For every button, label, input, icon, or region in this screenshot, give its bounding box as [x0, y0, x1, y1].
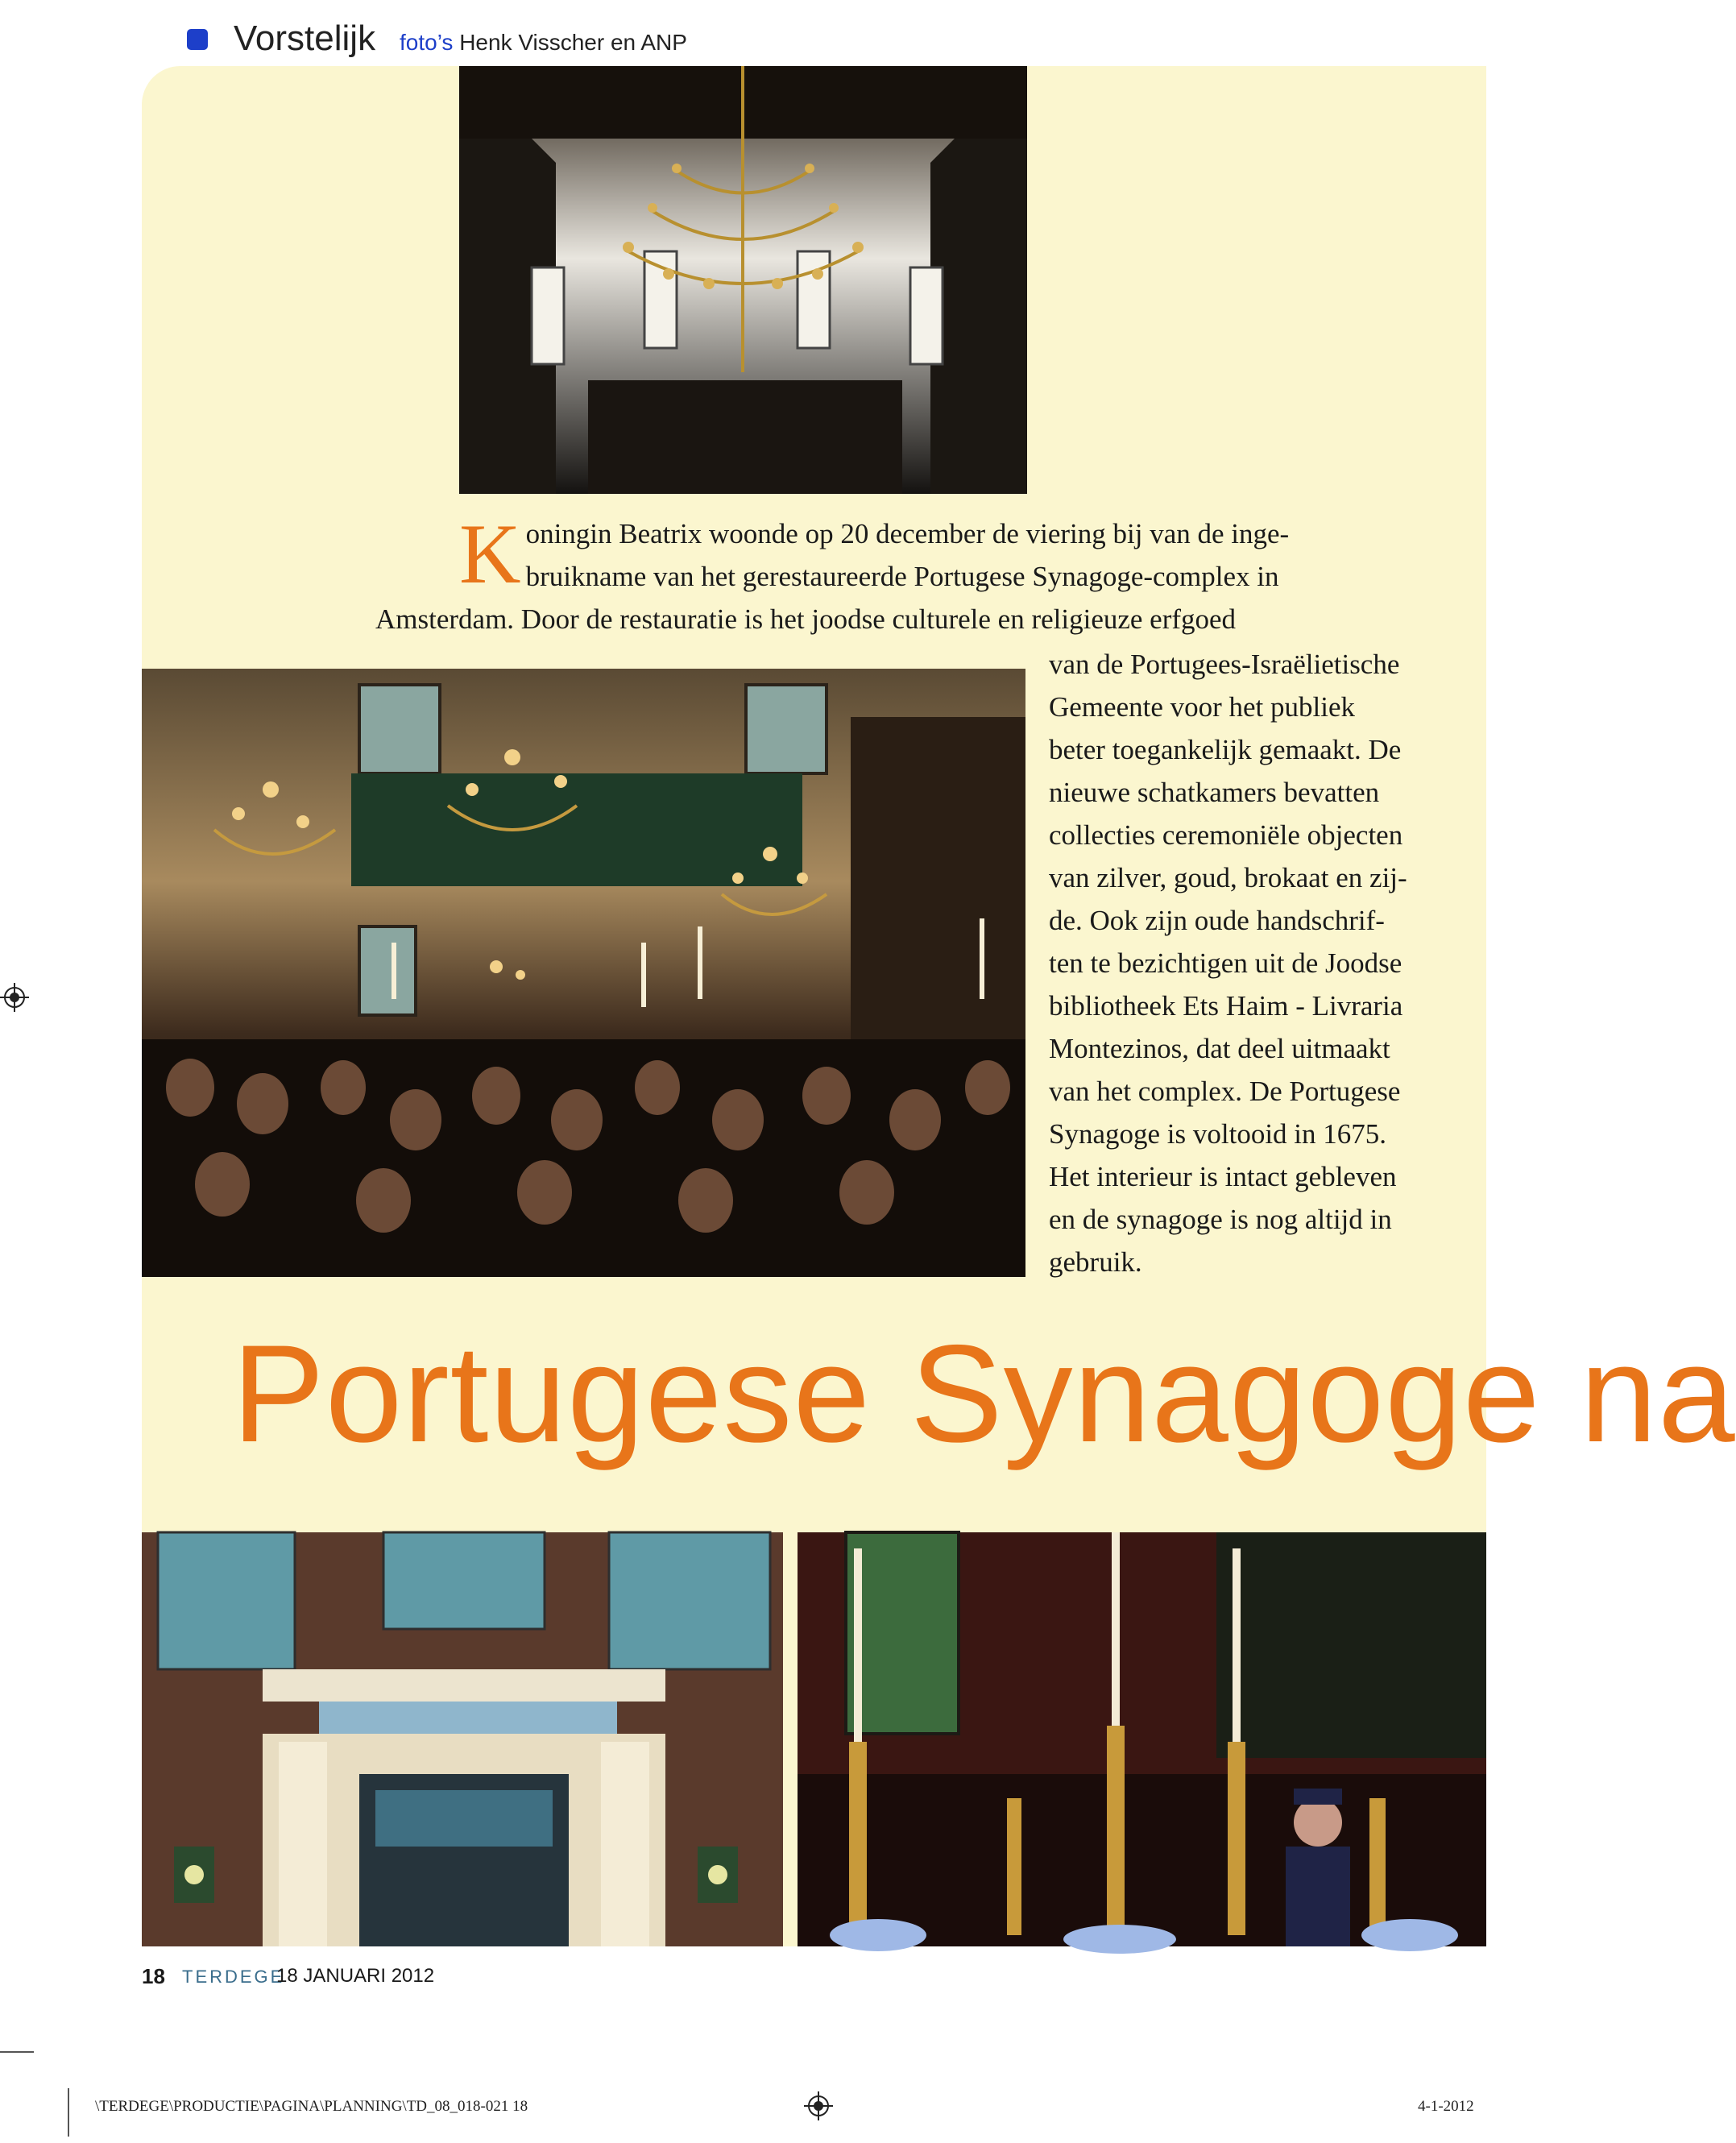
article-lead — [375, 507, 1458, 640]
body-line: van zilver, goud, brokaat en zij- — [1049, 862, 1407, 893]
article-body — [1049, 643, 1484, 1283]
crop-mark — [0, 2051, 34, 2053]
print-slug-path: \TERDEGE\PRODUCTIE\PAGINA\PLANNING\TD_08_018-021 18 — [95, 2098, 528, 2115]
body-line: van het complex. De Portugese — [1049, 1076, 1401, 1107]
queen-ceremony-photo — [798, 1532, 1486, 1946]
crop-mark — [68, 2088, 69, 2137]
photo-credit — [400, 27, 687, 59]
body-line: van de Portugees-Israëlietische — [1049, 649, 1400, 680]
body-line: ten te bezichtigen uit de Joodse — [1049, 947, 1402, 979]
body-line: en de synagoge is nog altijd in — [1049, 1204, 1392, 1235]
body-line: bibliotheek Ets Haim - Livraria — [1049, 990, 1403, 1022]
photo-credit-label: foto’s — [400, 30, 454, 55]
lead-line: oningin Beatrix woonde op 20 december de viering bij van de inge- — [525, 518, 1290, 549]
photo-credit-names: Henk Visscher en ANP — [459, 30, 687, 55]
section-marker-icon — [187, 29, 208, 50]
registration-mark-icon — [804, 2091, 833, 2120]
article-headline: Portugese Synagoge na — [232, 1316, 1736, 1471]
page-number: 18 — [142, 1964, 165, 1988]
congregation-photo — [142, 669, 1025, 1277]
print-slug-date: 4-1-2012 — [1418, 2098, 1474, 2115]
body-line: gebruik. — [1049, 1246, 1142, 1278]
body-line: de. Ook zijn oude handschrif- — [1049, 905, 1385, 936]
registration-mark-icon — [0, 983, 29, 1012]
body-line: Gemeente voor het publiek — [1049, 691, 1356, 723]
body-line: nieuwe schatkamers bevatten — [1049, 777, 1380, 808]
issue-date: 18 JANUARI 2012 — [276, 1965, 435, 1987]
lead-line: bruikname van het gerestaureerde Portugese Synagoge-complex in — [525, 561, 1279, 592]
section-title: Vorstelijk — [234, 19, 376, 58]
lead-line: Amsterdam. Door de restauratie is het joodse culturele en religieuze erfgoed — [375, 603, 1237, 635]
synagogue-entrance-photo — [142, 1532, 783, 1946]
body-line: Synagoge is voltooid in 1675. — [1049, 1118, 1387, 1150]
body-line: beter toegankelijk gemaakt. De — [1049, 734, 1402, 765]
magazine-name: TERDEGE — [182, 1967, 285, 1987]
drop-cap: K — [459, 507, 521, 601]
body-line: collecties ceremoniële objecten — [1049, 819, 1403, 851]
body-line: Montezinos, dat deel uitmaakt — [1049, 1033, 1390, 1064]
interior-chandelier-photo — [459, 66, 1027, 494]
body-line: Het interieur is intact gebleven — [1049, 1161, 1397, 1192]
